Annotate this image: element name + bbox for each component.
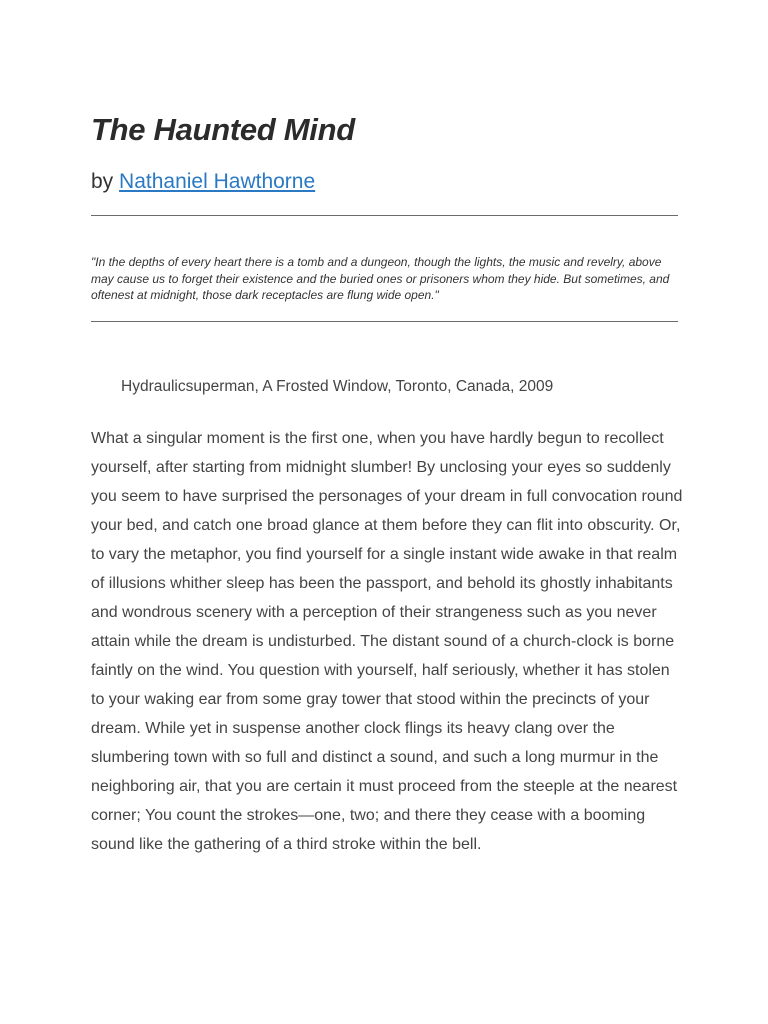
- byline: [91, 170, 315, 194]
- author-link[interactable]: Nathaniel Hawthorne: [119, 170, 316, 193]
- body-paragraph: What a singular moment is the first one, when you have hardly begun to recollect yourself, after starting from midnight slumber! By unclosing your eyes so suddenly you seem to have surprised the personages of your dream in full convocation round your bed, and catch one broad glance at them before they can flit into obscurity. Or, to vary the metaphor, you find yourself for a single instant wide awake in that realm of illusions whither sleep has been the passport, and behold its ghostly inhabitants and wondrous scenery with a perception of their strangeness such as you never attain while the dream is undisturbed. The distant sound of a church-clock is borne faintly on the wind. You question with yourself, half seriously, whether it has stolen to your waking ear from some gray tower that stood within the precincts of your dream. While yet in suspense another clock flings its heavy clang over the slumbering town with so full and distinct a sound, and such a long murmur in the neighboring air, that you are certain it must proceed from the steeple at the nearest corner; You count the strokes—one, two; and there they cease with a booming sound like the gathering of a third stroke within the bell.: [91, 430, 683, 853]
- top-divider: [91, 215, 678, 216]
- image-caption: Hydraulicsuperman, A Frosted Window, Toronto, Canada, 2009: [121, 378, 554, 395]
- page-title: The Haunted Mind: [91, 112, 355, 147]
- byline-prefix: by: [91, 170, 114, 193]
- epigraph-quote: "In the depths of every heart there is a tomb and a dungeon, though the lights, the music and revelry, above may cause us to forget their existence and the buried ones or prisoners whom they hide. But sometimes, and oftenest at midnight, those dark receptacles are flung wide open.": [91, 255, 670, 302]
- bottom-divider: [91, 321, 678, 322]
